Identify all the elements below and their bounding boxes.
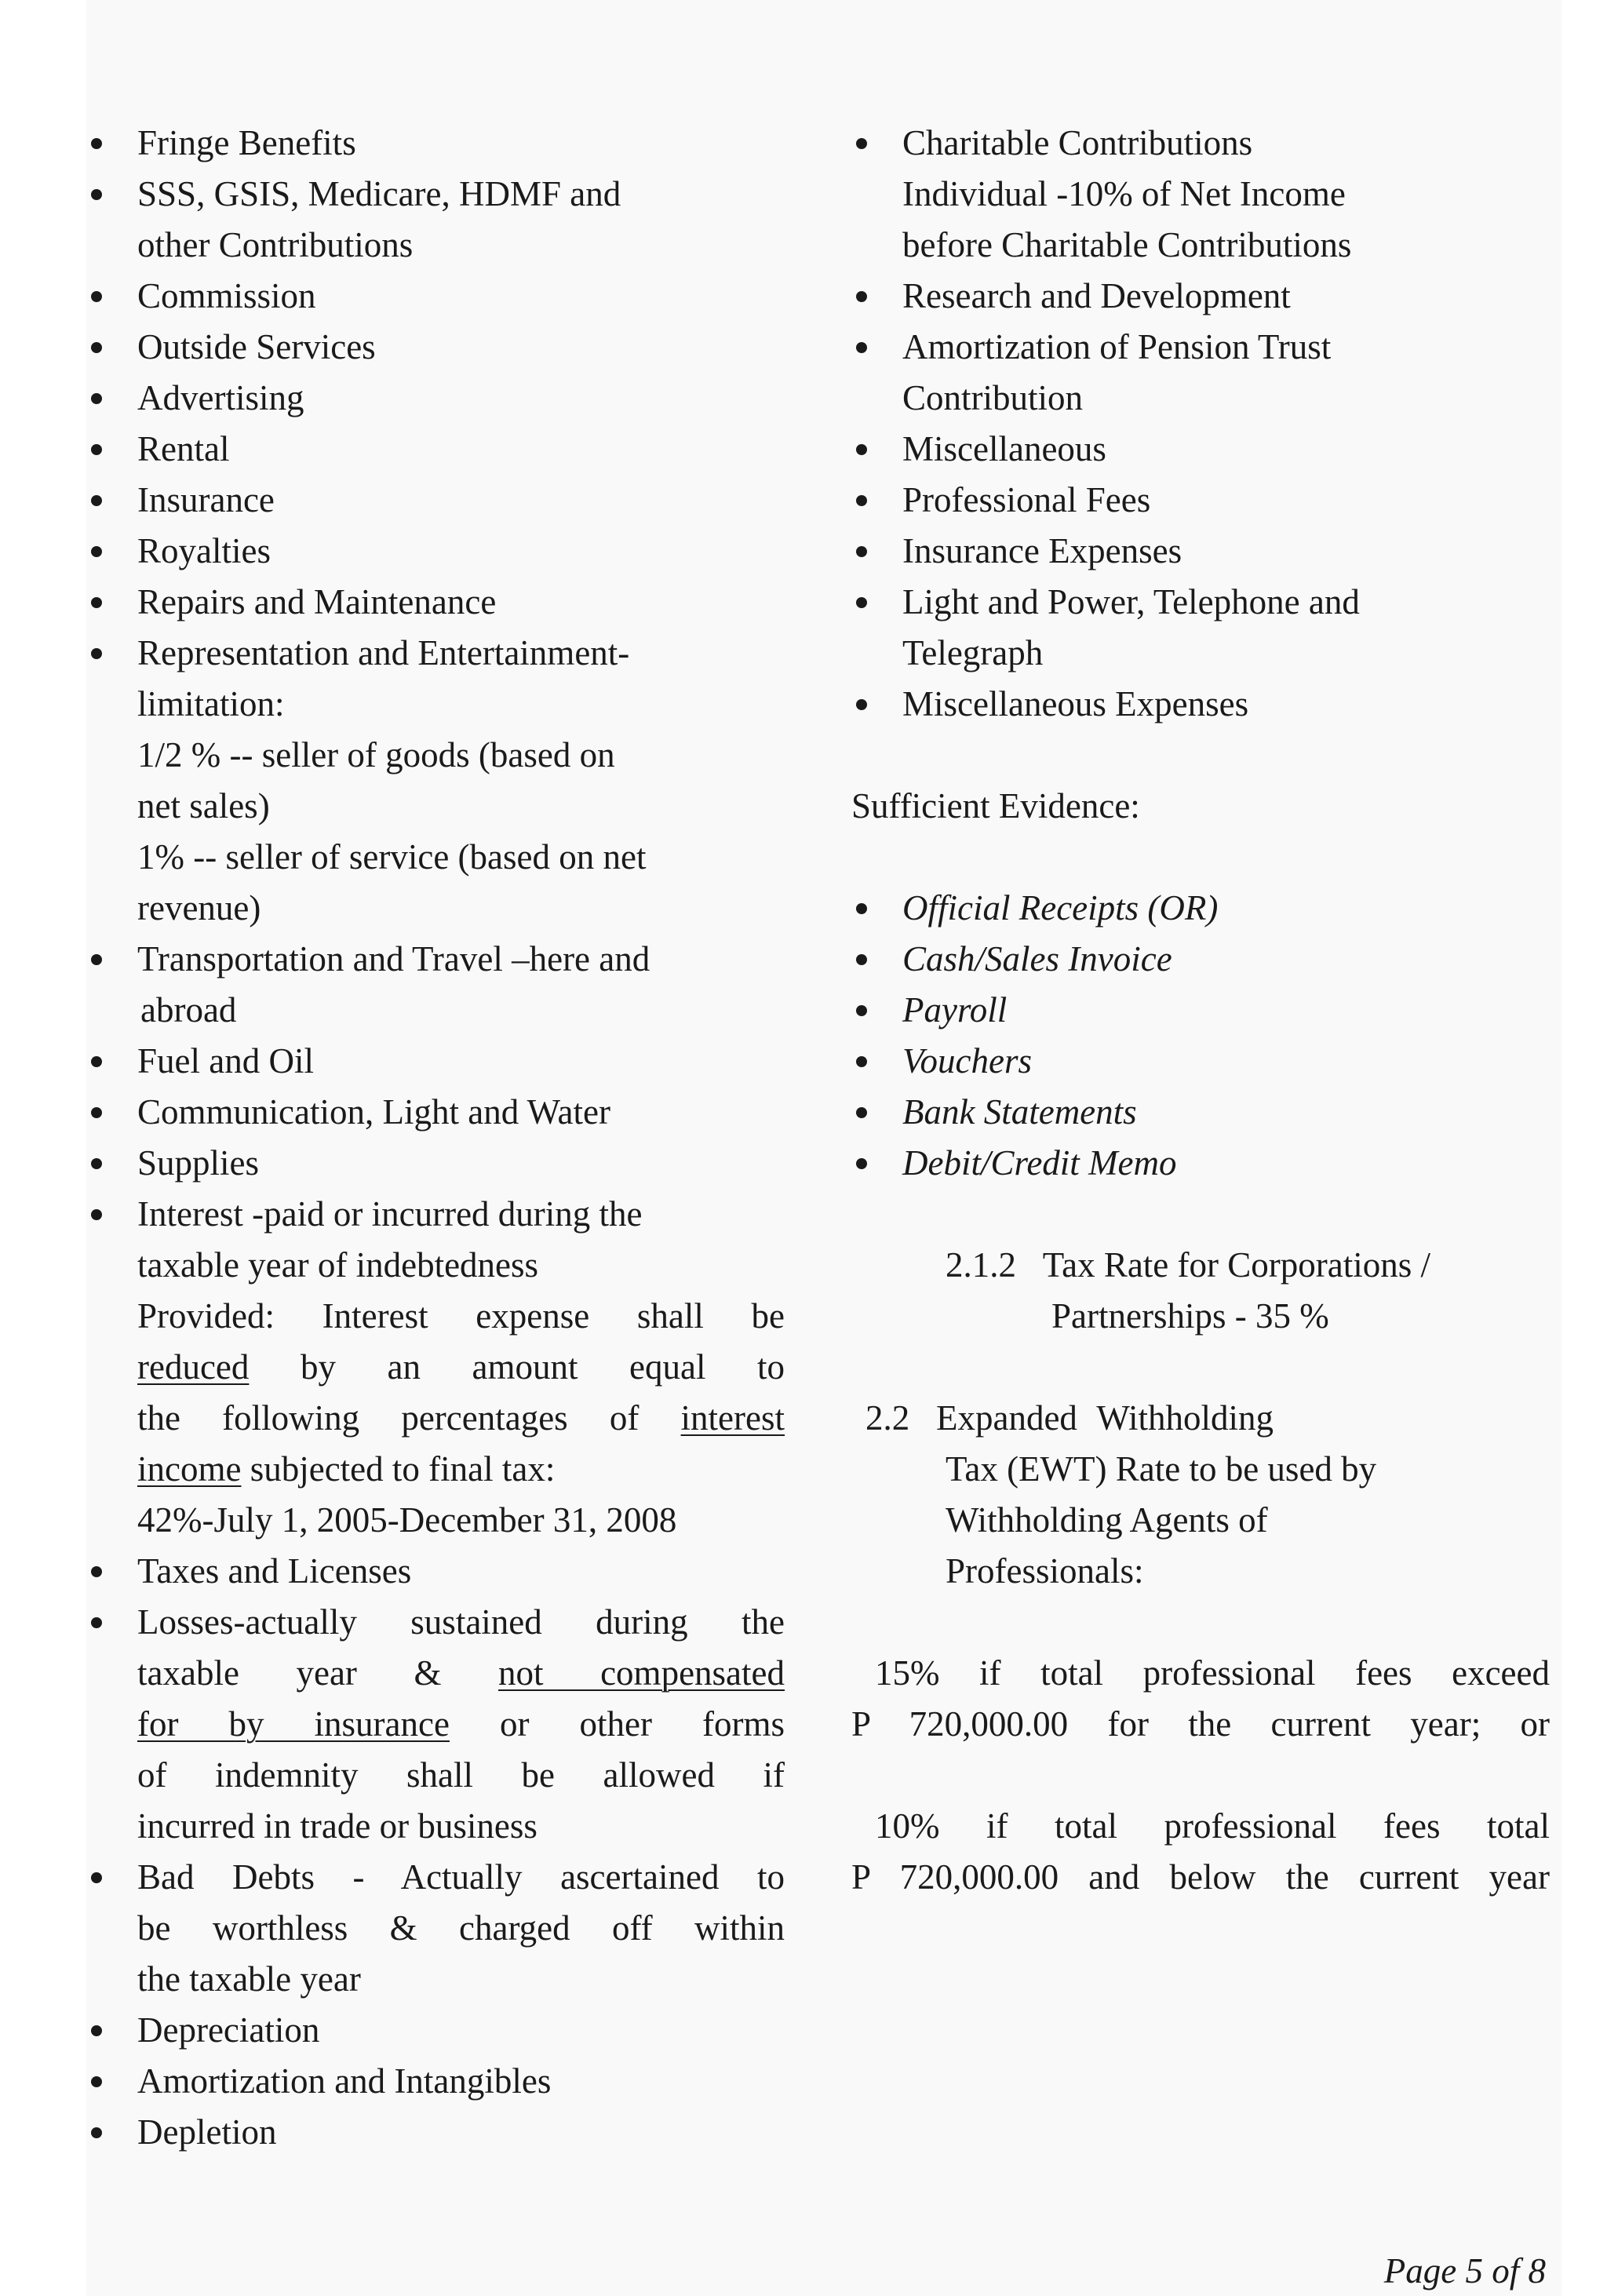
list-item-line bbox=[137, 1342, 785, 1393]
section-title: Tax Rate for Corporations / bbox=[1042, 1245, 1430, 1285]
list-item-representation bbox=[86, 628, 785, 934]
evidence-item: Cash/Sales Invoice bbox=[851, 934, 1550, 985]
text-run: subjected to final tax: bbox=[241, 1449, 556, 1489]
list-item: Depletion bbox=[86, 2107, 785, 2158]
list-item: Rental bbox=[86, 424, 785, 475]
underlined-text: for by insurance bbox=[137, 1704, 450, 1744]
list-item: Depreciation bbox=[86, 2005, 785, 2056]
rate-10-paragraph bbox=[851, 1801, 1550, 1903]
list-item-line: Bad Debts - Actually ascertained to bbox=[137, 1857, 785, 1897]
list-item: Professional Fees bbox=[851, 475, 1550, 526]
list-item bbox=[86, 169, 785, 271]
list-item-line: the taxable year bbox=[137, 1959, 361, 1999]
list-item-charitable bbox=[851, 118, 1550, 271]
list-item: Research and Development bbox=[851, 271, 1550, 322]
list-item: Advertising bbox=[86, 373, 785, 424]
evidence-item: Vouchers bbox=[851, 1036, 1550, 1087]
list-item bbox=[851, 577, 1550, 679]
evidence-item: Payroll bbox=[851, 985, 1550, 1036]
list-item: Communication, Light and Water bbox=[86, 1087, 785, 1138]
list-item-line: incurred in trade or business bbox=[137, 1806, 537, 1846]
list-item-line: Representation and Entertainment- bbox=[137, 633, 630, 672]
underlined-text: not compensated bbox=[498, 1653, 785, 1693]
list-item: Taxes and Licenses bbox=[86, 1546, 785, 1597]
evidence-heading: Sufficient Evidence: bbox=[851, 786, 1140, 825]
rate-line: P 720,000.00 for the current year; or bbox=[851, 1704, 1550, 1744]
list-item: Supplies bbox=[86, 1138, 785, 1189]
list-item-line bbox=[137, 1393, 785, 1444]
list-item-line: of indemnity shall be allowed if bbox=[137, 1755, 785, 1795]
evidence-item: Bank Statements bbox=[851, 1087, 1550, 1138]
list-item-line: Transportation and Travel –here and bbox=[137, 939, 650, 979]
rate-15-paragraph bbox=[851, 1648, 1550, 1750]
section-2-2 bbox=[851, 1393, 1550, 1597]
list-item: Miscellaneous Expenses bbox=[851, 679, 1550, 730]
list-item-transportation bbox=[86, 934, 785, 1036]
list-item-line bbox=[137, 1699, 785, 1750]
section-line: Tax (EWT) Rate to be used by bbox=[946, 1449, 1377, 1489]
section-line bbox=[851, 1393, 1550, 1444]
spacer bbox=[851, 1189, 1550, 1240]
spacer bbox=[851, 730, 1550, 781]
left-column bbox=[86, 118, 785, 2158]
section-2-1-2 bbox=[851, 1240, 1550, 1342]
spacer bbox=[851, 1750, 1550, 1801]
list-item: Fuel and Oil bbox=[86, 1036, 785, 1087]
rate-line: P 720,000.00 and below the current year bbox=[851, 1857, 1550, 1897]
list-item-line: 42%-July 1, 2005-December 31, 2008 bbox=[137, 1500, 677, 1540]
list-item-line: taxable year of indebtedness bbox=[137, 1245, 539, 1285]
underlined-text: reduced bbox=[137, 1347, 250, 1387]
list-item-line: Charitable Contributions bbox=[902, 123, 1253, 162]
evidence-item: Official Receipts (OR) bbox=[851, 883, 1550, 934]
deductions-list-right bbox=[851, 118, 1550, 730]
section-line: Partnerships - 35 % bbox=[1051, 1296, 1329, 1336]
section-line bbox=[851, 1240, 1550, 1291]
underlined-text: income bbox=[137, 1449, 242, 1489]
list-item bbox=[851, 322, 1550, 424]
rate-line: 10% if total professional fees total bbox=[875, 1806, 1550, 1846]
list-item: Insurance Expenses bbox=[851, 526, 1550, 577]
list-item-line: Individual -10% of Net Income bbox=[902, 174, 1346, 213]
list-item-line: Light and Power, Telephone and bbox=[902, 582, 1360, 621]
list-item-line: limitation: bbox=[137, 684, 285, 723]
list-item-line: revenue) bbox=[137, 888, 261, 928]
list-item: Outside Services bbox=[86, 322, 785, 373]
list-item: Fringe Benefits bbox=[86, 118, 785, 169]
section-line: Professionals: bbox=[946, 1551, 1144, 1591]
list-item: Insurance bbox=[86, 475, 785, 526]
list-item-line: before Charitable Contributions bbox=[902, 225, 1352, 264]
evidence-list bbox=[851, 883, 1550, 1189]
list-item: Amortization and Intangibles bbox=[86, 2056, 785, 2107]
spacer bbox=[851, 1597, 1550, 1648]
text-run: the following percentages of bbox=[137, 1398, 681, 1438]
list-item-line: 1% -- seller of service (based on net bbox=[137, 837, 647, 876]
list-item-line: Amortization of Pension Trust bbox=[902, 327, 1332, 366]
list-item: Miscellaneous bbox=[851, 424, 1550, 475]
list-item-line: be worthless & charged off within bbox=[137, 1908, 785, 1948]
section-line: Withholding Agents of bbox=[946, 1500, 1268, 1540]
list-item-line: Interest -paid or incurred during the bbox=[137, 1194, 643, 1234]
page-number: Page 5 of 8 bbox=[1383, 2251, 1546, 2291]
list-item-line: Telegraph bbox=[902, 633, 1044, 672]
list-item-line: SSS, GSIS, Medicare, HDMF and bbox=[137, 174, 621, 213]
list-item: Repairs and Maintenance bbox=[86, 577, 785, 628]
underlined-text: interest bbox=[680, 1398, 785, 1438]
section-title: Expanded Withholding bbox=[936, 1398, 1274, 1438]
section-number: 2.2 bbox=[865, 1398, 910, 1438]
list-item-losses bbox=[86, 1597, 785, 1852]
list-item-line: other Contributions bbox=[137, 225, 414, 264]
list-item-interest bbox=[86, 1189, 785, 1546]
rate-line: 15% if total professional fees exceed bbox=[875, 1653, 1550, 1693]
evidence-item: Debit/Credit Memo bbox=[851, 1138, 1550, 1189]
spacer bbox=[851, 1342, 1550, 1393]
list-item-bad-debts bbox=[86, 1852, 785, 2005]
list-item-line: abroad bbox=[140, 990, 237, 1030]
list-item-line: Contribution bbox=[902, 378, 1084, 417]
list-item: Commission bbox=[86, 271, 785, 322]
deductions-list-left bbox=[86, 118, 785, 2158]
spacer bbox=[851, 832, 1550, 883]
list-item-line: Provided: Interest expense shall be bbox=[137, 1296, 785, 1336]
list-item-line: net sales) bbox=[137, 786, 270, 825]
list-item-line: Losses-actually sustained during the bbox=[137, 1602, 785, 1642]
list-item-line bbox=[137, 1648, 785, 1699]
right-column bbox=[851, 118, 1550, 1903]
list-item: Royalties bbox=[86, 526, 785, 577]
list-item-line bbox=[137, 1444, 785, 1495]
list-item-line: 1/2 % -- seller of goods (based on bbox=[137, 735, 615, 774]
text-run: or other forms bbox=[449, 1704, 785, 1744]
text-run: taxable year & bbox=[137, 1653, 499, 1693]
section-number: 2.1.2 bbox=[946, 1245, 1016, 1285]
text-run: by an amount equal to bbox=[249, 1347, 785, 1387]
